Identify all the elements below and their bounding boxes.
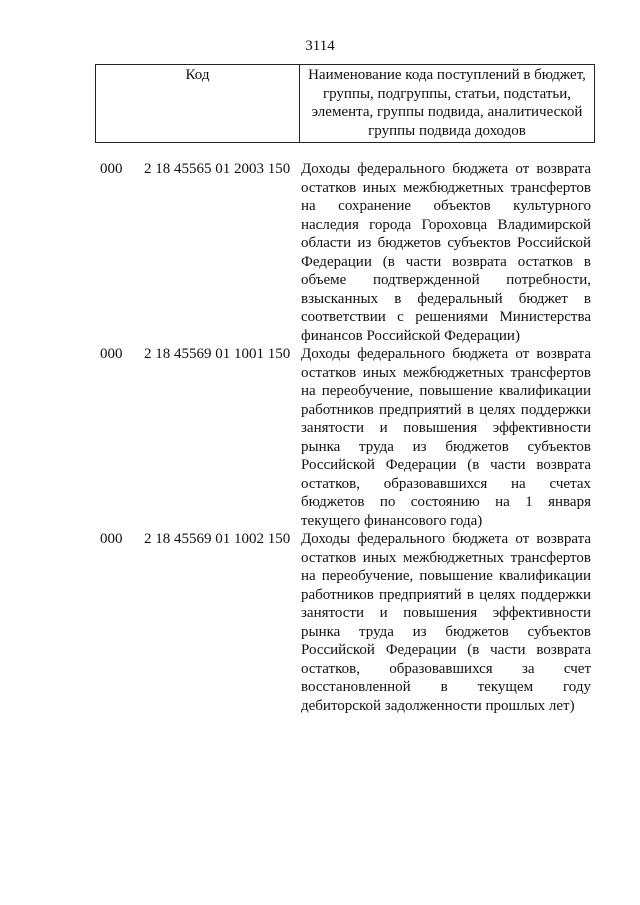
income-description: Доходы федерального бюджета от возврата остатков иных межбюджетных трансфертов на сохранение объектов культурного наследия города Гороховца Владимирской области из бюджетов субъектов Российской Федерации (в части возврата остатков в объеме подтвержденной потребности, взысканных в федеральный бюджет в соответствии с решениями Министерства финансов Российской Федерации) (301, 161, 591, 344)
table-header-row (96, 65, 595, 143)
table-header (95, 64, 595, 143)
column-header-code: Код (96, 65, 300, 143)
column-header-name: Наименование кода поступлений в бюджет, группы, подгруппы, статьи, подстатьи, элемента, группы подвида, аналитической группы подвида доходов (300, 65, 595, 143)
table-row (100, 345, 595, 530)
income-code: 2 18 45569 01 1002 150 (144, 531, 291, 547)
income-description: Доходы федерального бюджета от возврата остатков иных межбюджетных трансфертов на переобучение, повышение квалификации работников предприятий в целях поддержки занятости и повышения эффективности рынка труда из бюджетов субъектов Российской Федерации (в части возврата остатков, образовавшихся на счетах бюджетов по состоянию на 1 января текущего финансового года) (301, 346, 591, 529)
table-row (100, 160, 595, 345)
admin-code: 000 (100, 346, 123, 362)
admin-code: 000 (100, 161, 123, 177)
admin-code: 000 (100, 531, 123, 547)
income-code: 2 18 45569 01 1001 150 (144, 346, 291, 362)
income-codes-list (100, 160, 595, 715)
income-description: Доходы федерального бюджета от возврата остатков иных межбюджетных трансфертов на переобучение, повышение квалификации работников предприятий в целях поддержки занятости и повышения эффективности рынка труда из бюджетов субъектов Российской Федерации (в части возврата остатков, образовавшихся за счет восстановленной в текущем году дебиторской задолженности прошлых лет) (301, 531, 591, 714)
table-row (100, 530, 595, 715)
income-code: 2 18 45565 01 2003 150 (144, 161, 291, 177)
page-number: 3114 (305, 38, 335, 54)
